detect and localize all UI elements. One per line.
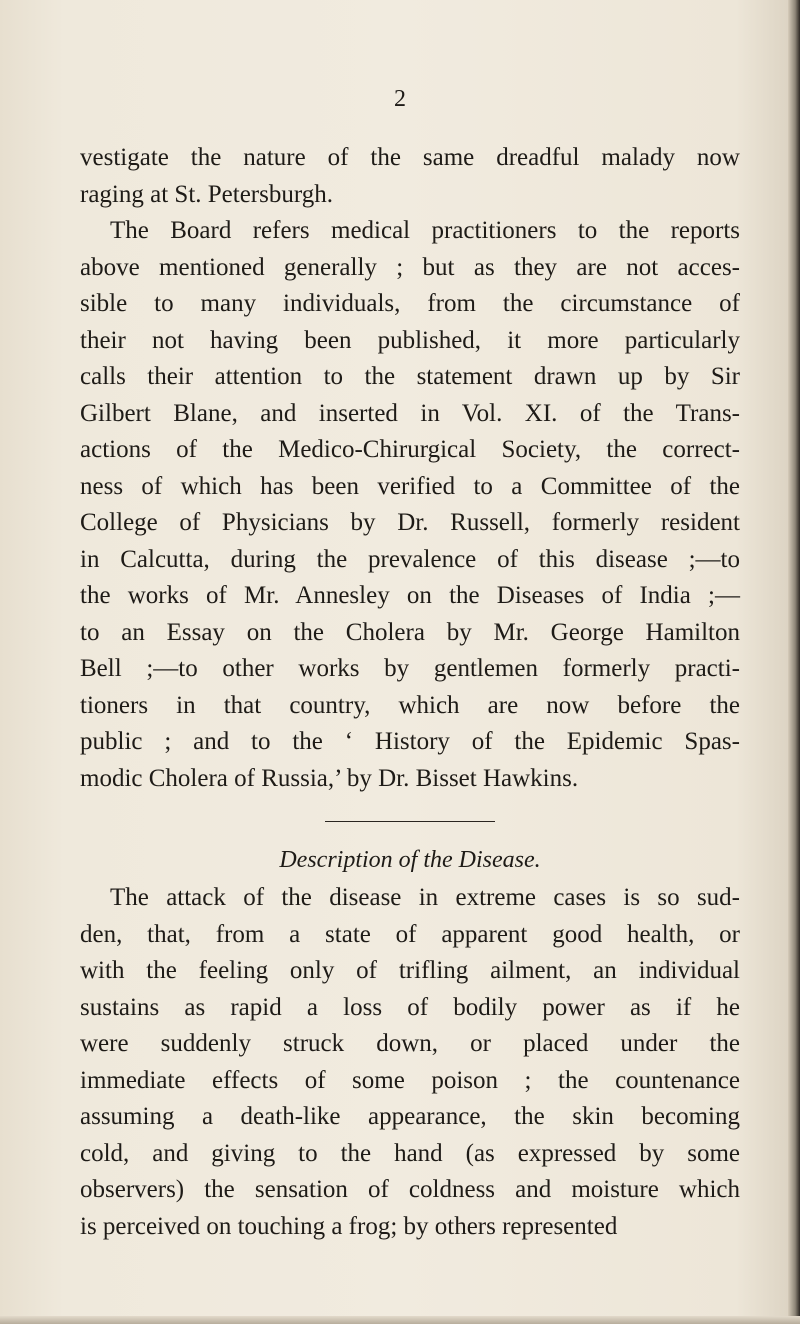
text-line: the works of Mr. Annesley on the Diseases of India ;—: [80, 582, 740, 609]
text-line: assuming a death-like appearance, the skin becoming: [80, 1103, 740, 1130]
page-bottom-edge: [0, 1316, 800, 1324]
text-line: sustains as rapid a loss of bodily power as if he: [80, 993, 740, 1021]
paragraph-3: [80, 880, 740, 1245]
text-line: in Calcutta, during the prevalence of this disease ;—to: [80, 545, 740, 573]
text-line: immediate effects of some poison ; the countenance: [80, 1066, 740, 1094]
text-line: vestigate the nature of the same dreadful malady now: [80, 144, 740, 171]
text-line: raging at St. Petersburgh.: [80, 180, 333, 208]
text-line: cold, and giving to the hand (as expressed by some: [80, 1139, 740, 1167]
text-line: with the feeling only of trifling ailment, an individual: [80, 957, 740, 984]
text-line: modic Cholera of Russia,’ by Dr. Bisset Hawkins.: [80, 764, 579, 792]
section-heading: Description of the Disease.: [279, 847, 541, 873]
text-line: were suddenly struck down, or placed under the: [80, 1030, 740, 1057]
page-number: 2: [394, 86, 406, 112]
text-line: their not having been published, it more particularly: [80, 326, 740, 354]
section-divider: [325, 821, 495, 822]
text-line: Gilbert Blane, and inserted in Vol. XI. of the Trans-: [80, 399, 740, 427]
text-line: College of Physicians by Dr. Russell, formerly resident: [80, 509, 740, 536]
text-line: to an Essay on the Cholera by Mr. George Hamilton: [80, 618, 740, 646]
text-line: observers) the sensation of coldness and moisture which: [80, 1176, 740, 1203]
paragraph-2: [80, 213, 740, 797]
text-line: public ; and to the ‘ History of the Epidemic Spas-: [80, 728, 740, 755]
text-line: The attack of the disease in extreme cases is so sud-: [110, 884, 740, 911]
body-text: [80, 140, 740, 1245]
text-line: calls their attention to the statement drawn up by Sir: [80, 363, 740, 390]
text-line: above mentioned generally ; but as they are not acces-: [80, 253, 740, 281]
text-line: ness of which has been verified to a Committee of the: [80, 472, 740, 500]
text-line: den, that, from a state of apparent good health, or: [80, 920, 740, 948]
text-line: Bell ;—to other works by gentlemen formerly practi-: [80, 655, 740, 682]
paragraph-1: [80, 140, 740, 213]
text-line: is perceived on touching a frog; by others represented: [80, 1212, 618, 1240]
text-line: The Board refers medical practitioners to the reports: [110, 217, 740, 244]
text-line: tioners in that country, which are now before the: [80, 691, 740, 719]
text-line: sible to many individuals, from the circumstance of: [80, 290, 740, 317]
text-line: actions of the Medico-Chirurgical Society, the correct-: [80, 436, 740, 463]
page-edge-shadow: [788, 0, 800, 1324]
